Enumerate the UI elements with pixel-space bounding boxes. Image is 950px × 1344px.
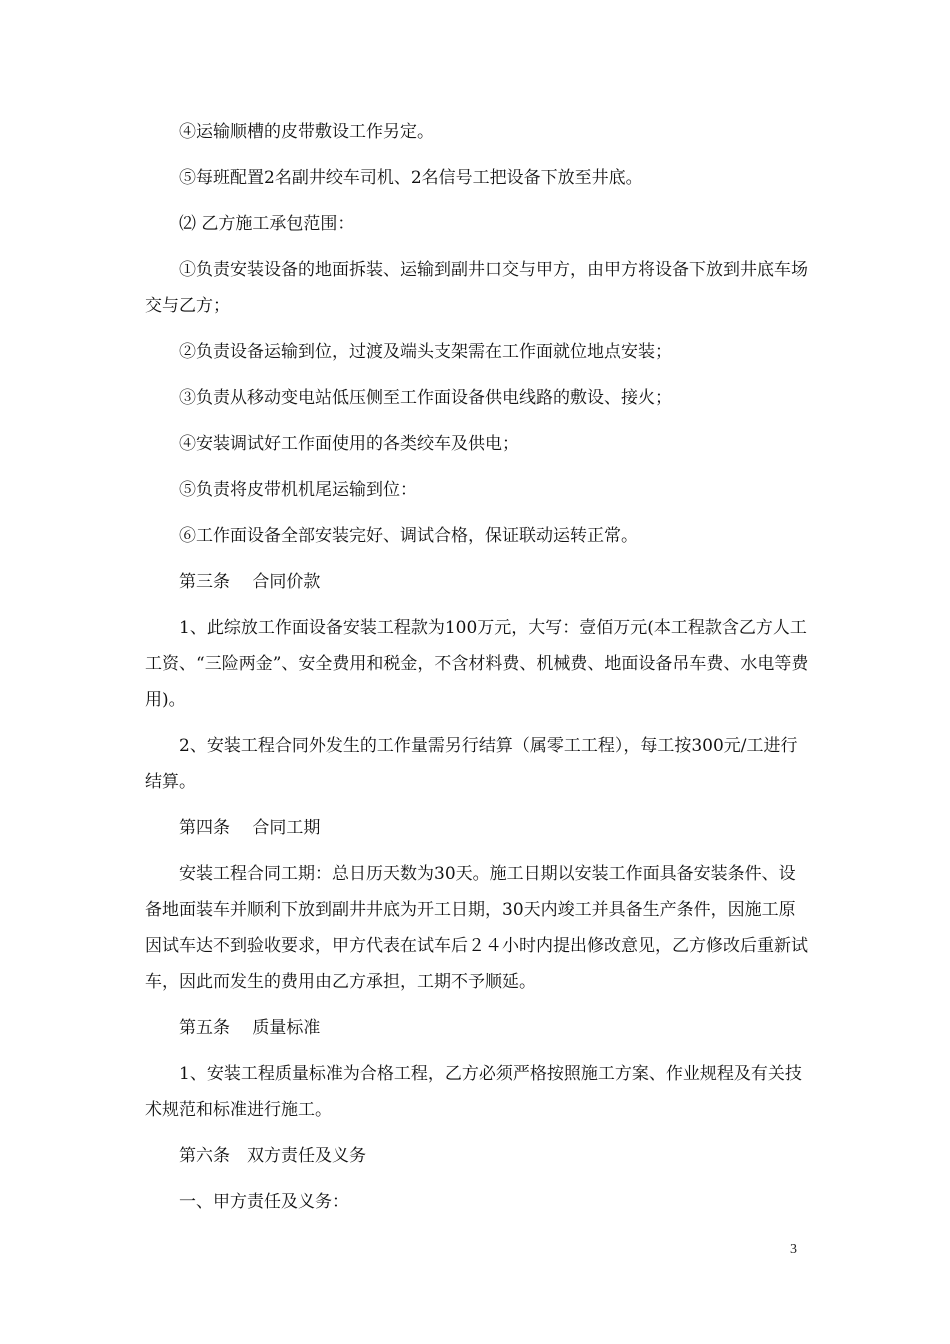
article-6-heading: 第六条 双方责任及义务: [179, 1146, 366, 1166]
paragraph-scope-5: ⑤负责将皮带机机尾运输到位：: [179, 480, 417, 500]
paragraph-item-4: ④运输顺槽的皮带敷设工作另定。: [179, 122, 434, 142]
price-clause-1: 1、此综放工作面设备安装工程款为100万元，大写：壹佰万元(本工程款含乙方人工工资、“三险两金”、安全费用和税金，不含材料费、机械费、地面设备吊车费、水电等费用)。: [145, 618, 809, 710]
article-3-heading: 第三条 合同价款: [179, 572, 321, 592]
paragraph-scope-6: ⑥工作面设备全部安装完好、调试合格，保证联动运转正常。: [179, 526, 638, 546]
price-clause-2: 2、安装工程合同外发生的工作量需另行结算（属零工工程），每工按300元/工进行结算。: [145, 736, 798, 792]
paragraph-scope-heading: ⑵ 乙方施工承包范围：: [179, 214, 355, 234]
paragraph-scope-2: ②负责设备运输到位，过渡及端头支架需在工作面就位地点安装；: [179, 342, 672, 362]
paragraph-scope-4: ④安装调试好工作面使用的各类绞车及供电；: [179, 434, 519, 454]
paragraph-scope-1: ①负责安装设备的地面拆装、运输到副井口交与甲方，由甲方将设备下放到井底车场交与乙方；: [145, 260, 808, 316]
article-5-heading: 第五条 质量标准: [179, 1018, 321, 1038]
page-number: 3: [790, 1242, 797, 1257]
article-4-heading: 第四条 合同工期: [179, 818, 321, 838]
party-a-duties-heading: 一、甲方责任及义务：: [179, 1192, 349, 1212]
paragraph-item-5: ⑤每班配置2名副井绞车司机、2名信号工把设备下放至井底。: [179, 168, 643, 188]
paragraph-scope-3: ③负责从移动变电站低压侧至工作面设备供电线路的敷设、接火；: [179, 388, 672, 408]
quality-clause-1: 1、安装工程质量标准为合格工程，乙方必须严格按照施工方案、作业规程及有关技术规范和标准进行施工。: [145, 1064, 802, 1120]
schedule-clause: 安装工程合同工期：总日历天数为30天。施工日期以安装工作面具备安装条件、设备地面装车并顺利下放到副井井底为开工日期，30天内竣工并具备生产条件，因施工原因试车达不到验收要求，甲方代表在试车后２４小时内提出修改意见，乙方修改后重新试车，因此而发生的费用由乙方承担，工期不予顺延。: [145, 864, 808, 992]
